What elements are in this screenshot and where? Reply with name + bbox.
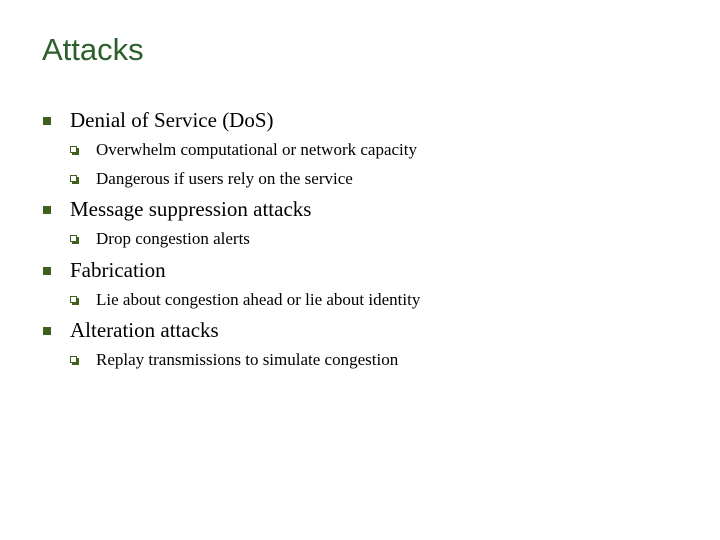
filled-square-icon <box>43 117 51 125</box>
sub-bullet-item: Dangerous if users rely on the service <box>96 169 353 188</box>
shadowed-box-icon <box>70 356 80 366</box>
filled-square-icon <box>43 267 51 275</box>
sub-bullet-item: Overwhelm computational or network capacity <box>96 140 417 159</box>
bullet-item: Message suppression attacks <box>70 197 312 221</box>
shadowed-box-icon <box>70 235 80 245</box>
bullet-item: Denial of Service (DoS) <box>70 108 274 132</box>
shadowed-box-icon <box>70 175 80 185</box>
sub-bullet-item: Lie about congestion ahead or lie about identity <box>96 290 421 309</box>
sub-bullet-item: Replay transmissions to simulate congestion <box>96 350 399 369</box>
filled-square-icon <box>43 206 51 214</box>
sub-bullet-item: Drop congestion alerts <box>96 229 250 248</box>
shadowed-box-icon <box>70 296 80 306</box>
filled-square-icon <box>43 327 51 335</box>
shadowed-box-icon <box>70 146 80 156</box>
bullet-item: Fabrication <box>70 258 166 282</box>
bullet-item: Alteration attacks <box>70 318 219 342</box>
slide-title: Attacks <box>42 32 144 67</box>
